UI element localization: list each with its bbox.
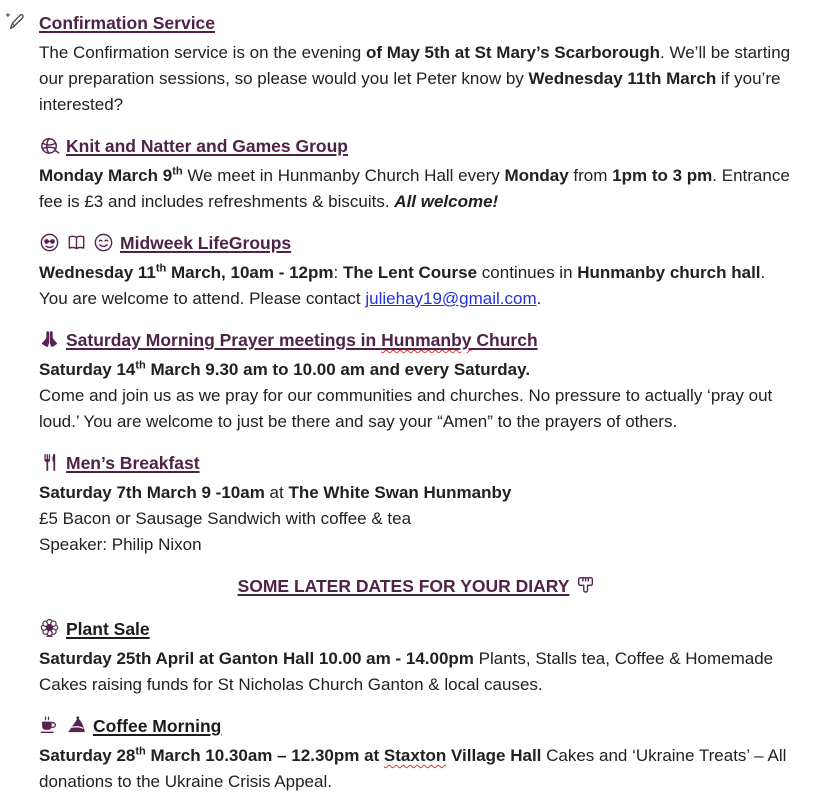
heading-line xyxy=(39,713,795,741)
text-run: Saturday 28 xyxy=(39,746,136,765)
flower-icon xyxy=(39,618,60,639)
text-run: March, 10am - 12pm xyxy=(166,263,334,282)
text-run: The Lent Course xyxy=(342,263,478,282)
text-run: Cakes and ‘Ukraine Treats’ – All donations to the Ukraine Crisis Appeal. xyxy=(39,746,787,791)
text-run: : xyxy=(333,263,343,282)
text-run: Hunmanby church hall xyxy=(577,263,761,282)
point-down-icon xyxy=(575,575,596,596)
heading-line xyxy=(39,573,795,601)
heading-line xyxy=(39,450,795,478)
text-run: from xyxy=(568,166,613,185)
text-run: Knit and Natter and Games Group xyxy=(66,136,348,156)
text-run: The Confirmation service is on the evening xyxy=(39,43,366,62)
fork-knife-icon xyxy=(39,452,60,473)
section-heading xyxy=(66,619,150,639)
text-run: Monday xyxy=(504,166,569,185)
paragraph xyxy=(39,260,795,312)
text-run: SOME LATER DATES FOR YOUR DIARY xyxy=(237,576,570,596)
praying-hands-icon xyxy=(39,329,60,350)
section-mens-breakfast xyxy=(39,450,795,558)
paragraph xyxy=(39,532,795,558)
text-run: Coffee Morning xyxy=(93,716,222,736)
text-run: continues in xyxy=(477,263,578,282)
heading-line xyxy=(39,616,795,644)
heading-line xyxy=(39,230,795,258)
text-run: Speaker: Philip Nixon xyxy=(39,535,202,554)
section-plant-sale xyxy=(39,616,795,698)
text-run: Staxton xyxy=(383,746,447,765)
text-run: of May 5th at St Mary’s Scarborough xyxy=(365,43,661,62)
text-run: th xyxy=(155,262,167,275)
text-run: Saturday Morning Prayer meetings in xyxy=(66,330,382,350)
section-heading xyxy=(39,13,215,33)
section-heading xyxy=(93,716,221,736)
section-coffee-morning xyxy=(39,713,795,795)
text-run: Saturday 14 xyxy=(39,360,136,379)
glasses-face-icon xyxy=(39,232,60,253)
text-run: th xyxy=(135,359,146,372)
text-run: Monday March 9 xyxy=(39,166,173,185)
cake-slice-icon xyxy=(66,715,87,736)
text-run: Hunmanby xyxy=(381,330,472,350)
paragraph xyxy=(39,357,795,383)
pen-sparkle-icon xyxy=(4,11,25,32)
section-saturday-morning-prayer xyxy=(39,327,795,435)
text-run: Midweek LifeGroups xyxy=(120,233,292,253)
text-run: March 10.30am – 12.30pm at xyxy=(145,746,384,765)
text-run: Confirmation Service xyxy=(39,13,216,33)
text-run: Men’s Breakfast xyxy=(66,453,200,473)
section-heading xyxy=(66,453,200,473)
text-run: th xyxy=(172,165,183,178)
text-run: Plant Sale xyxy=(66,619,150,639)
text-run: All welcome! xyxy=(394,192,499,211)
paragraph xyxy=(39,40,795,118)
open-book-icon xyxy=(66,232,87,253)
paragraph xyxy=(39,506,795,532)
paragraph xyxy=(39,163,795,215)
text-run: Church xyxy=(471,330,538,350)
text-run: . We’ll be starting our preparation sessions, so please would you let Peter know by xyxy=(39,43,791,88)
paragraph xyxy=(39,646,795,698)
text-run: 1pm to 3 pm xyxy=(612,166,713,185)
section-heading xyxy=(66,330,538,350)
section-heading xyxy=(66,136,348,156)
text-run: . xyxy=(536,289,542,308)
text-run: . Entrance fee is £3 and includes refreshments & biscuits. xyxy=(39,166,790,211)
heading-line xyxy=(39,133,795,161)
smiley-face-icon xyxy=(93,232,114,253)
text-run: Wednesday 11 xyxy=(39,263,156,282)
paragraph xyxy=(39,743,795,795)
text-run: £5 Bacon or Sausage Sandwich with coffee & tea xyxy=(39,509,412,528)
email-link[interactable]: juliehay19@gmail.com xyxy=(365,289,537,308)
text-run: if you’re interested? xyxy=(39,69,781,114)
section-midweek-lifegroups xyxy=(39,230,795,312)
text-run: . You are welcome to attend. Please contact xyxy=(39,263,766,308)
text-run: Wednesday 11th March xyxy=(528,69,717,88)
section-later-dates-banner xyxy=(39,573,795,601)
paragraph xyxy=(39,480,795,506)
text-run: We meet in Hunmanby Church Hall every xyxy=(182,166,505,185)
section-knit-and-natter xyxy=(39,133,795,215)
yarn-icon xyxy=(39,135,60,156)
section-heading xyxy=(120,233,291,253)
paragraph xyxy=(39,383,795,435)
text-run: Saturday 7th March 9 -10am xyxy=(39,483,265,502)
text-run: at xyxy=(264,483,289,502)
section-heading xyxy=(238,576,570,596)
text-run: Saturday 25th April at Ganton Hall 10.00 am - 14.00pm xyxy=(39,649,474,668)
heading-line xyxy=(39,10,795,38)
text-run: Plants, Stalls tea, Coffee & Homemade Cakes raising funds for St Nicholas Church Ganton & local causes. xyxy=(39,649,774,694)
text-run: Village Hall xyxy=(446,746,542,765)
coffee-cup-icon xyxy=(39,715,60,736)
text-run: Come and join us as we pray for our communities and churches. No pressure to actually ‘pray out loud.’ You are welcome to just be there and say your “Amen” to the prayers of others. xyxy=(39,386,773,431)
text-run: th xyxy=(135,745,146,758)
text-run: The White Swan Hunmanby xyxy=(288,483,512,502)
heading-line xyxy=(39,327,795,355)
text-run: March 9.30 am to 10.00 am and every Saturday. xyxy=(145,360,531,379)
section-confirmation-service xyxy=(39,10,795,118)
